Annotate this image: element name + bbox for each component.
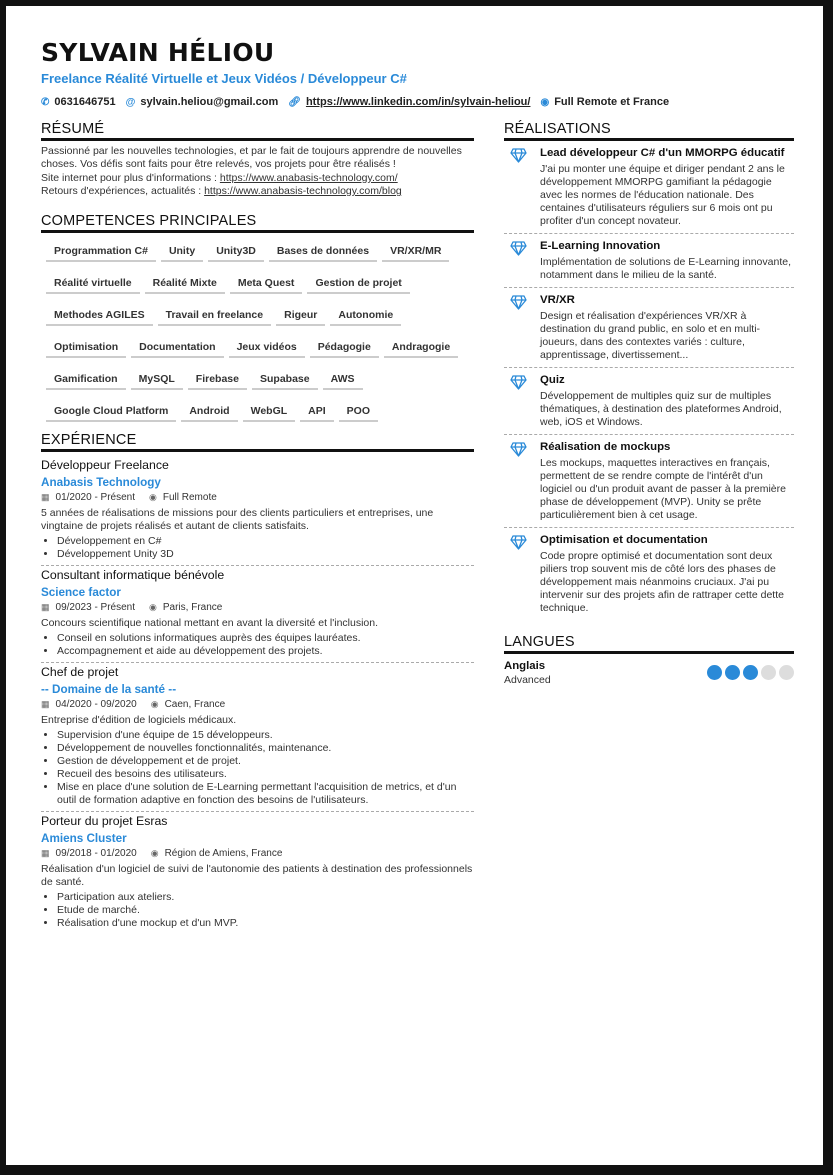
achievement-item <box>504 528 794 620</box>
linkedin-link[interactable]: https://www.linkedin.com/in/sylvain-heliou/ <box>305 96 531 108</box>
job-entry <box>41 663 474 812</box>
job-dates-text: 01/2020 - Présent <box>55 491 136 503</box>
job-company: Anabasis Technology <box>41 475 161 489</box>
blog-link[interactable]: https://www.anabasis-technology.com/blog <box>204 185 402 198</box>
map-pin-icon: ◉ <box>149 491 157 502</box>
job-bullet: • Développement en C# <box>57 535 474 548</box>
link-icon: 🔗︎ <box>288 96 301 108</box>
skill-tag: Android <box>181 401 237 422</box>
rating-dot-filled <box>725 665 740 680</box>
summary-text: Passionné par les nouvelles technologies, et par le fait de toujours apprendre de nouvelles choses. Vos défis sont faits pour être relevés, vos projets pour être réalisés ! <box>41 145 462 171</box>
achievement-body <box>540 441 794 522</box>
diamond-icon <box>504 534 540 615</box>
job-bullet: • Développement de nouvelles fonctionnalités, maintenance. <box>57 742 474 755</box>
diamond-icon <box>504 374 540 429</box>
job-bullet: • Etude de marché. <box>57 904 474 917</box>
job-company: Amiens Cluster <box>41 831 127 845</box>
skill-tag: Gestion de projet <box>307 273 409 294</box>
job-bullet: • Mise en place d'une solution de E-Learning permettant l'acquisition de metrics, et d'un outil de formation adaptive en fonction des besoins de l'utilisateurs. <box>57 781 474 807</box>
job-location-text: Région de Amiens, France <box>164 847 283 859</box>
job-bullet: • Développement Unity 3D <box>57 548 474 561</box>
language-item <box>504 660 794 686</box>
blog-label: Retours d'expériences, actualités : <box>41 185 205 198</box>
job-meta <box>41 848 474 859</box>
diamond-icon <box>504 240 540 282</box>
job-entry <box>41 566 474 663</box>
job-bullets <box>41 729 474 807</box>
achievements-heading: RÉALISATIONS <box>504 121 794 141</box>
job-title: Consultant informatique bénévole <box>41 567 225 582</box>
achievement-body <box>540 374 794 429</box>
achievement-item <box>504 435 794 528</box>
skill-tag: POO <box>339 401 378 422</box>
job-bullets <box>41 891 474 930</box>
job-dates-text: 09/2023 - Présent <box>55 601 136 613</box>
rating-dot-empty <box>779 665 794 680</box>
language-rating <box>704 665 794 680</box>
job-bullet: • Supervision d'une équipe de 15 développeurs. <box>57 729 474 742</box>
job-meta <box>41 602 474 613</box>
map-pin-icon: ◉ <box>540 96 550 108</box>
contact-phone <box>41 96 116 108</box>
job-bullet: • Réalisation d'une mockup et d'un MVP. <box>57 917 474 930</box>
languages-list <box>504 660 794 686</box>
skill-tag: AWS <box>323 369 363 390</box>
map-pin-icon: ◉ <box>149 601 157 612</box>
job-bullet: • Participation aux ateliers. <box>57 891 474 904</box>
phone-text: 0631646751 <box>54 96 116 108</box>
candidate-name: SYLVAIN HÉLIOU <box>41 38 275 67</box>
at-icon: @ <box>125 96 136 108</box>
summary-heading: RÉSUMÉ <box>41 121 474 141</box>
achievement-item <box>504 288 794 368</box>
map-pin-icon: ◉ <box>150 698 159 709</box>
achievement-body <box>540 147 794 228</box>
job-dates <box>41 848 137 859</box>
map-pin-icon: ◉ <box>150 847 159 858</box>
achievement-body <box>540 294 794 362</box>
skill-tag: MySQL <box>131 369 183 390</box>
skill-tag: Unity <box>161 241 203 262</box>
skill-tag: Autonomie <box>330 305 401 326</box>
job-title: Développeur Freelance <box>41 457 169 472</box>
job-meta <box>41 699 474 710</box>
skills-heading: COMPETENCES PRINCIPALES <box>41 213 474 233</box>
job-description: Entreprise d'édition de logiciels médicaux. <box>41 713 237 726</box>
skill-tag: Rigeur <box>276 305 325 326</box>
diamond-icon <box>504 441 540 522</box>
skill-tag: WebGL <box>243 401 296 422</box>
languages-heading: LANGUES <box>504 634 794 654</box>
achievement-body <box>540 240 794 282</box>
job-location <box>149 602 222 613</box>
skill-tag: Réalité Mixte <box>145 273 225 294</box>
achievement-title: Quiz <box>540 374 565 386</box>
job-location <box>149 492 217 503</box>
rating-dot-empty <box>761 665 776 680</box>
skill-tag: Firebase <box>188 369 247 390</box>
achievement-title: Réalisation de mockups <box>540 441 671 453</box>
skill-tag: Supabase <box>252 369 318 390</box>
achievement-text: Code propre optimisé et documentation sont deux piliers trop souvent mis de côté lors des phases de développement mais néanmoins cruciaux. J'ai pu intervenir sur des projets afin de rattraper cette dette technique. <box>540 550 784 614</box>
language-info <box>504 660 551 686</box>
achievement-item <box>504 234 794 288</box>
job-bullet: • Gestion de développement et de projet. <box>57 755 474 768</box>
experience-heading: EXPÉRIENCE <box>41 432 474 452</box>
job-company: Science factor <box>41 585 121 599</box>
calendar-icon: ▦ <box>41 847 50 858</box>
job-location-text: Full Remote <box>162 491 217 503</box>
job-entry <box>41 812 474 934</box>
experience-list <box>41 456 474 934</box>
job-bullet: • Accompagnement et aide au développement des projets. <box>57 645 474 658</box>
summary-site <box>41 172 474 185</box>
site-link[interactable]: https://www.anabasis-technology.com/ <box>219 171 398 184</box>
job-description: Concours scientifique national mettant en avant la diversité et l'inclusion. <box>41 616 379 629</box>
job-dates-text: 04/2020 - 09/2020 <box>55 698 137 710</box>
rating-dot-filled <box>707 665 722 680</box>
skill-tag: Jeux vidéos <box>229 337 305 358</box>
contact-bar <box>41 96 679 108</box>
skill-tag: Google Cloud Platform <box>46 401 176 422</box>
skill-tag: Optimisation <box>46 337 126 358</box>
candidate-headline: Freelance Réalité Virtuelle et Jeux Vidéos / Développeur C# <box>41 71 407 86</box>
skill-tag: Travail en freelance <box>158 305 271 326</box>
left-column <box>41 121 474 934</box>
rating-dot-filled <box>743 665 758 680</box>
job-entry <box>41 456 474 566</box>
job-dates <box>41 699 137 710</box>
achievement-item <box>504 368 794 435</box>
email-text: sylvain.heliou@gmail.com <box>140 96 279 108</box>
skill-tag: Documentation <box>131 337 223 358</box>
achievement-title: Lead développeur C# d'un MMORPG éducatif <box>540 147 785 159</box>
achievement-text: Les mockups, maquettes interactives en français, permettent de se rendre compte de l'intérêt d'un logiciel ou d'un produit avant de passer à la première phase de développement (MVP). Unity se prête particulièrement bien à cet usage. <box>540 457 786 521</box>
site-label: Site internet pour plus d'informations : <box>41 171 220 184</box>
skill-tag: Gamification <box>46 369 126 390</box>
diamond-icon <box>504 147 540 228</box>
achievement-body <box>540 534 794 615</box>
skills-list <box>41 241 474 433</box>
language-level: Advanced <box>504 674 551 686</box>
skill-tag: Programmation C# <box>46 241 156 262</box>
job-dates-text: 09/2018 - 01/2020 <box>55 847 137 859</box>
location-text: Full Remote et France <box>554 96 670 108</box>
job-description: 5 années de réalisations de missions pour des clients particuliers et entreprises, une vingtaine de projets réalisés et autant de clients satisfaits. <box>41 506 434 532</box>
calendar-icon: ▦ <box>41 698 50 709</box>
contact-email[interactable] <box>126 96 279 108</box>
job-dates <box>41 492 135 503</box>
achievement-text: Implémentation de solutions de E-Learning innovante, notamment dans le milieu de la santé. <box>540 256 791 281</box>
language-name: Anglais <box>504 660 546 672</box>
achievement-text: J'ai pu monter une équipe et diriger pendant 2 ans le développement MMORPG gamifiant la pédagogie avec les normes de l'éducation nationale. Des centaines d'utilisateurs réguliers sur 6 mois ont pu profiter d'un concept novateur. <box>540 163 785 227</box>
skill-tag: Pédagogie <box>310 337 379 358</box>
diamond-icon <box>504 294 540 362</box>
achievements-list <box>504 141 794 620</box>
job-bullets <box>41 535 474 561</box>
skill-tag: Unity3D <box>208 241 264 262</box>
achievement-text: Développement de multiples quiz sur de multiples thématiques, à destination des plateformes Android, web, iOS et Windows. <box>540 390 782 428</box>
summary-blog <box>41 185 474 198</box>
job-location <box>151 848 283 859</box>
skill-tag: VR/XR/MR <box>382 241 449 262</box>
achievement-text: Design et réalisation d'expériences VR/XR à destination du grand public, en solo et en multi-joueurs, dans des contextes variés : culture, apprentissage, divertissement... <box>540 310 761 361</box>
summary-block <box>41 145 474 199</box>
calendar-icon: ▦ <box>41 491 50 502</box>
skill-tag: Meta Quest <box>230 273 303 294</box>
right-column <box>504 121 794 686</box>
achievement-item <box>504 141 794 234</box>
achievement-title: Optimisation et documentation <box>540 534 708 546</box>
calendar-icon: ▦ <box>41 601 50 612</box>
job-title: Chef de projet <box>41 664 119 679</box>
job-dates <box>41 602 135 613</box>
job-location <box>151 699 225 710</box>
skill-tag: API <box>300 401 334 422</box>
skill-tag: Bases de données <box>269 241 377 262</box>
job-bullet: • Recueil des besoins des utilisateurs. <box>57 768 474 781</box>
job-location-text: Caen, France <box>164 698 226 710</box>
job-bullet: • Conseil en solutions informatiques auprès des équipes lauréates. <box>57 632 474 645</box>
skill-tag: Andragogie <box>384 337 458 358</box>
job-company: -- Domaine de la santé -- <box>41 682 177 696</box>
job-location-text: Paris, France <box>162 601 223 613</box>
skill-tag: Methodes AGILES <box>46 305 153 326</box>
job-description: Réalisation d'un logiciel de suivi de l'autonomie des patients à destination des professionnels de santé. <box>41 862 473 888</box>
achievement-title: E-Learning Innovation <box>540 240 661 252</box>
job-meta <box>41 492 474 503</box>
job-title: Porteur du projet Esras <box>41 813 168 828</box>
job-bullets <box>41 632 474 658</box>
contact-linkedin[interactable] <box>288 96 530 108</box>
skill-tag: Réalité virtuelle <box>46 273 140 294</box>
phone-icon: ✆ <box>41 96 50 108</box>
contact-location <box>540 96 669 108</box>
achievement-title: VR/XR <box>540 294 575 306</box>
